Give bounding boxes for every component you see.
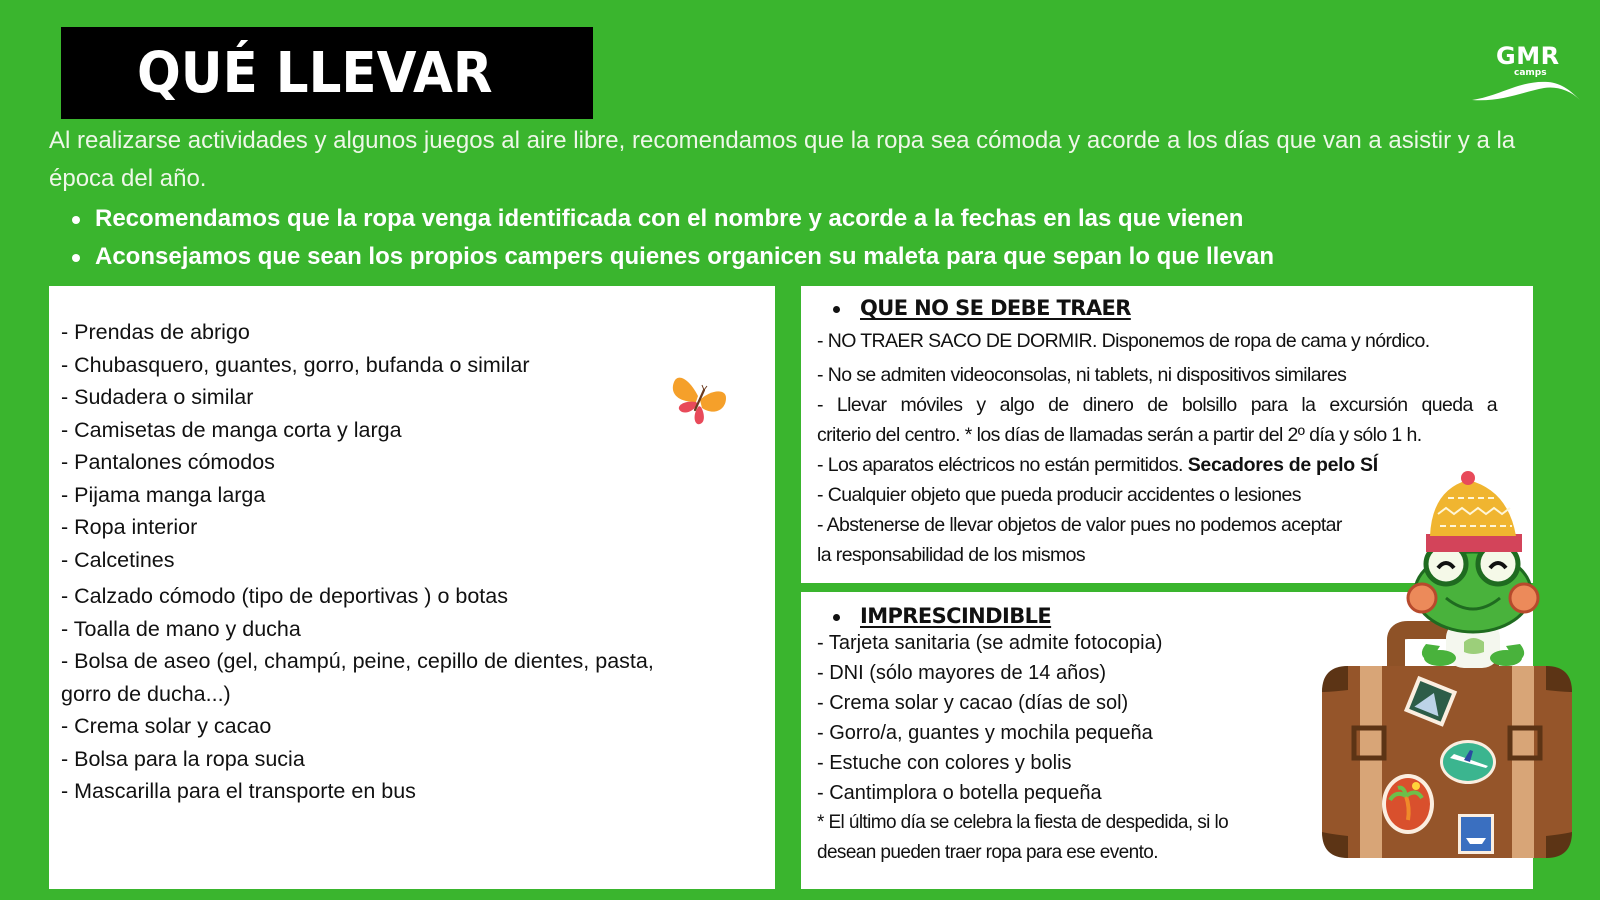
list-item: - Bolsa para la ropa sucia — [61, 746, 305, 771]
title-banner — [61, 27, 593, 119]
list-item: - Estuche con colores y bolis — [817, 752, 1072, 774]
heading-text: QUE NO SE DEBE TRAER — [860, 296, 1131, 320]
list-item: - Gorro/a, guantes y mochila pequeña — [817, 722, 1153, 744]
logo-subtext: camps — [1514, 68, 1547, 78]
list-item: - Ropa interior — [61, 515, 198, 539]
list-item: - Bolsa de aseo (gel, champú, peine, cepillo de dientes, pasta, — [61, 649, 654, 673]
gmr-camps-logo — [1470, 42, 1590, 104]
list-item: - Camisetas de manga corta y larga — [61, 417, 402, 442]
bullet-icon — [72, 254, 80, 262]
farewell-note: desean pueden traer ropa para ese evento. — [817, 842, 1158, 863]
list-item: - Abstenerse de llevar objetos de valor pues no podemos aceptar — [817, 514, 1342, 536]
packing-list — [61, 316, 654, 808]
recommendation-list — [70, 200, 1570, 276]
bullet-icon — [833, 306, 840, 313]
list-item: - Calzado cómodo (tipo de deportivas ) o botas — [61, 584, 508, 608]
frog-mascot-icon — [1408, 544, 1538, 668]
recommendation-text: Recomendamos que la ropa venga identificada con el nombre y acorde a la fechas en las que vienen — [95, 205, 1244, 232]
recommendation-item — [70, 200, 1570, 238]
list-item: - DNI (sólo mayores de 14 años) — [817, 662, 1107, 684]
list-item: gorro de ducha...) — [61, 681, 231, 706]
list-item: - Pijama manga larga — [61, 482, 266, 507]
list-item: - Cantimplora o botella pequeña — [817, 782, 1102, 804]
essentials-list — [817, 628, 1228, 868]
list-item: - Crema solar y cacao (días de sol) — [817, 692, 1129, 714]
frog-suitcase-illustration — [1318, 470, 1578, 870]
logo-swoosh-icon — [1470, 76, 1582, 106]
butterfly-icon — [668, 374, 730, 430]
hair-dryer-allowed-note: Secadores de pelo SÍ — [1187, 454, 1378, 476]
list-item: - Prendas de abrigo — [61, 320, 250, 344]
knit-hat-icon — [1426, 471, 1522, 552]
list-item: - Calcetines — [61, 547, 175, 572]
list-item: la responsabilidad de los mismos — [817, 544, 1086, 566]
list-item: - Cualquier objeto que pueda producir accidentes o lesiones — [817, 484, 1301, 506]
recommendation-item — [70, 238, 1570, 276]
recommendation-text: Aconsejamos que sean los propios campers quienes organicen su maleta para que sepan lo que llevan — [95, 243, 1275, 270]
list-item: - NO TRAER SACO DE DORMIR. Disponemos de ropa de cama y nórdico. — [817, 330, 1430, 352]
list-item: - Sudadera o similar — [61, 385, 254, 409]
list-item: - Chubasquero, guantes, gorro, bufanda o similar — [61, 352, 530, 377]
heading-text: IMPRESCINDIBLE — [860, 604, 1052, 628]
not-allowed-heading — [833, 296, 1131, 320]
list-item: - Mascarilla para el transporte en bus — [61, 779, 416, 803]
packing-list-panel — [49, 286, 775, 889]
essentials-heading — [833, 604, 1051, 628]
page-title: QUÉ LLEVAR — [137, 40, 493, 106]
bullet-icon — [833, 614, 840, 621]
list-item-text: - Los aparatos eléctricos no están permitidos. — [817, 454, 1183, 476]
list-item: - Crema solar y cacao — [61, 714, 272, 738]
logo-text: GMR — [1496, 42, 1560, 70]
list-item: - No se admiten videoconsolas, ni tablets, ni dispositivos similares — [817, 364, 1347, 386]
bullet-icon — [72, 216, 80, 224]
list-item: - Pantalones cómodos — [61, 450, 275, 474]
list-item: criterio del centro. * los días de llamadas serán a partir del 2º día y sólo 1 h. — [817, 424, 1422, 446]
list-item: - Llevar móviles y algo de dinero de bolsillo para la excursión queda a — [817, 394, 1497, 416]
intro-paragraph: Al realizarse actividades y algunos juegos al aire libre, recomendamos que la ropa sea cómoda y acorde a los días que van a asistir y a la época del año. — [49, 127, 1516, 192]
list-item: - Tarjeta sanitaria (se admite fotocopia) — [817, 632, 1163, 654]
farewell-note: * El último día se celebra la fiesta de despedida, si lo — [817, 812, 1229, 833]
list-item: - Toalla de mano y ducha — [61, 616, 301, 641]
